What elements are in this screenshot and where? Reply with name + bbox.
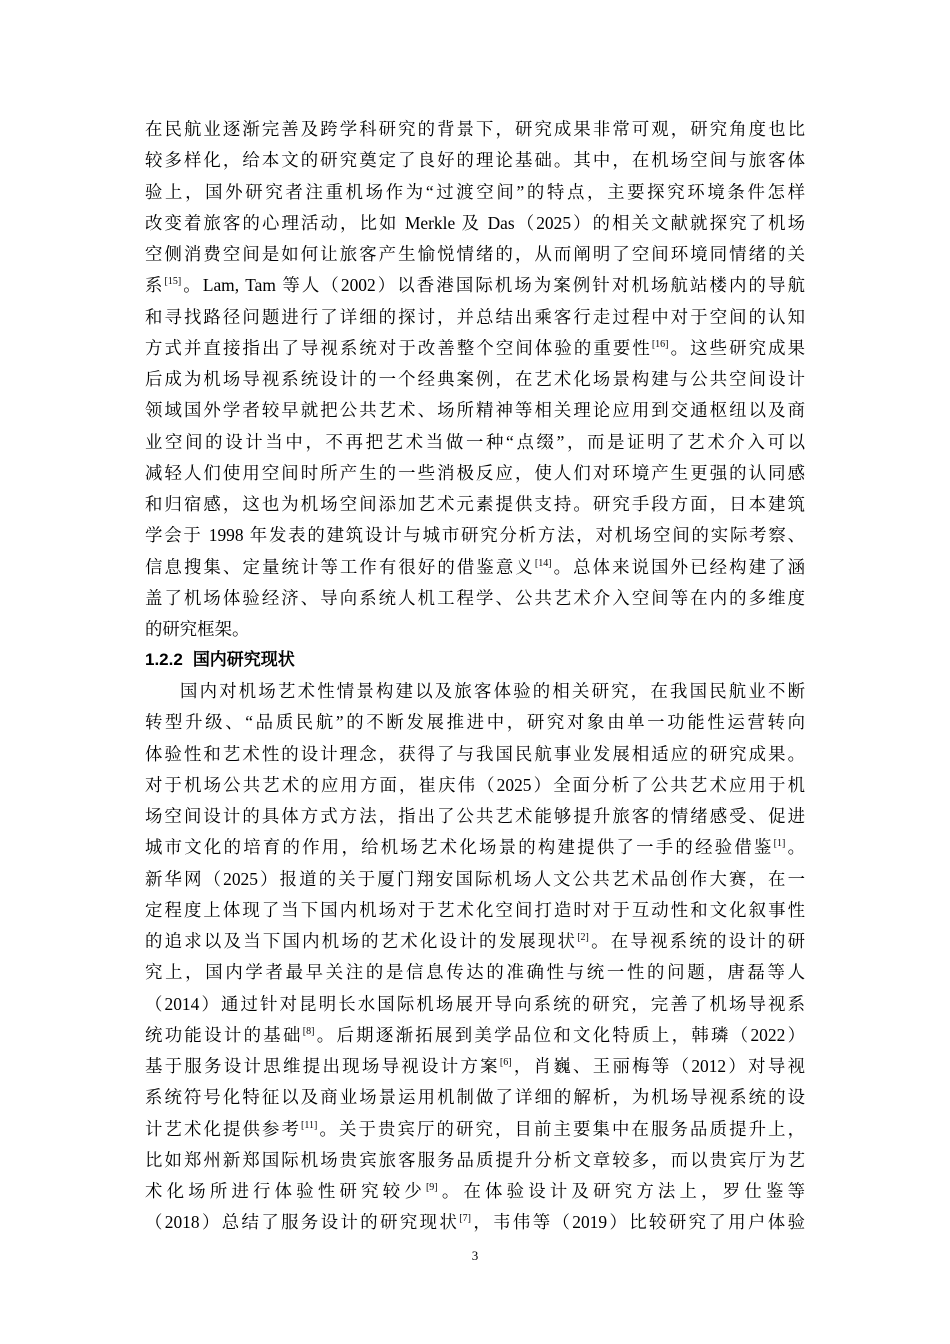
line-text: 和归宿感，这也为机场空间添加艺术元素提供支持。研究手段方面，日本建筑 bbox=[145, 494, 805, 514]
citation-marker: [7] bbox=[459, 1213, 471, 1225]
text-line bbox=[145, 555, 805, 579]
line-text: 学会于 1998 年发表的建筑设计与城市研究分析方法，对机场空间的实际考察、 bbox=[145, 525, 805, 546]
text-line bbox=[145, 929, 805, 953]
text-line bbox=[145, 960, 805, 984]
text-line bbox=[145, 367, 805, 391]
line-text-continued: 。在导视系统的设计的研 bbox=[588, 931, 805, 951]
line-text-continued: 。Lam, Tam 等人（2002）以香港国际机场为案例针对机场航站楼内的导航 bbox=[181, 275, 805, 296]
citation-marker: [14] bbox=[534, 557, 552, 569]
line-text: （2014）通过针对昆明长水国际机场展开导向系统的研究，完善了机场导视系 bbox=[145, 993, 805, 1014]
citation-marker: [1] bbox=[773, 838, 786, 850]
line-text: 在民航业逐渐完善及跨学科研究的背景下，研究成果非常可观，研究角度也比 bbox=[145, 119, 805, 139]
text-line bbox=[145, 305, 805, 329]
line-text: 盖了机场体验经济、导向系统人机工程学、公共艺术介入空间等在内的多维度 bbox=[145, 587, 805, 608]
line-text: 究上，国内学者最早关注的是信息传达的准确性与统一性的问题，唐磊等人 bbox=[145, 962, 805, 983]
line-text: 国内对机场艺术性情景构建以及旅客体验的相关研究，在我国民航业不断 bbox=[180, 681, 805, 701]
text-line bbox=[145, 148, 805, 172]
line-text: 信息搜集、定量统计等工作有很好的借鉴意义 bbox=[145, 556, 535, 577]
text-line bbox=[145, 773, 805, 797]
line-text-continued: ，肖巍、王丽梅等（2012）对导视 bbox=[511, 1056, 805, 1076]
text-line bbox=[145, 804, 805, 828]
line-text: 后成为机场导视系统设计的一个经典案例，在艺术化场景构建与公共空间设计 bbox=[145, 369, 805, 389]
line-text: 系统符号化特征以及商业场景运用机制做了详细的解析，为机场导视系统的设 bbox=[145, 1087, 805, 1108]
citation-marker: [9] bbox=[425, 1182, 438, 1193]
line-text: 的研究框架。 bbox=[145, 619, 250, 639]
section-title: 国内研究现状 bbox=[192, 650, 295, 670]
line-text: 较多样化，给本文的研究奠定了良好的理论基础。其中，在机场空间与旅客体 bbox=[145, 150, 805, 171]
page-number: 3 bbox=[471, 1248, 479, 1263]
text-line bbox=[180, 679, 805, 703]
line-text-continued: 。在体验设计及研究方法上，罗仕鉴等 bbox=[437, 1181, 805, 1201]
line-text: 新华网（2025）报道的关于厦门翔安国际机场人文公共艺术品创作大赛，在一 bbox=[145, 868, 805, 889]
text-line bbox=[145, 430, 805, 454]
line-text: 和寻找路径问题进行了详细的探讨，并总结出乘客行走过程中对于空间的认知 bbox=[145, 306, 805, 327]
text-line bbox=[145, 273, 805, 297]
line-text: 验上，国外研究者注重机场作为“过渡空间”的特点，主要探究环境条件怎样 bbox=[145, 181, 805, 202]
text-line bbox=[145, 992, 805, 1016]
line-text: 转型升级、“品质民航”的不断发展推进中，研究对象由单一功能性运营转向 bbox=[145, 712, 805, 733]
text-line bbox=[145, 617, 805, 641]
section-number: 1.2.2 bbox=[145, 650, 183, 669]
text-line bbox=[145, 1117, 805, 1141]
citation-marker: [2] bbox=[577, 932, 589, 943]
line-text: 比如郑州新郑国际机场贵宾旅客服务品质提升分析文章较多，而以贵宾厅为艺 bbox=[145, 1149, 805, 1170]
citation-marker: [11] bbox=[301, 1119, 318, 1131]
text-line bbox=[145, 1210, 805, 1234]
text-line bbox=[145, 1148, 805, 1172]
citation-marker: [6] bbox=[499, 1057, 512, 1068]
line-text-continued: 。关于贵宾厅的研究，目前主要集中在服务品质提升上， bbox=[317, 1118, 805, 1139]
line-text: 城市文化的培育的作用，给机场艺术化场景的构建提供了一手的经验借鉴 bbox=[145, 837, 774, 858]
text-line bbox=[145, 710, 805, 734]
citation-marker: [8] bbox=[302, 1025, 315, 1037]
line-text: 体验性和艺术性的设计理念，获得了与我国民航事业发展相适应的研究成果。 bbox=[145, 743, 805, 764]
line-text: （2018）总结了服务设计的研究现状 bbox=[145, 1212, 460, 1233]
text-line bbox=[145, 1085, 805, 1109]
text-line bbox=[145, 398, 805, 422]
line-text: 计艺术化提供参考 bbox=[145, 1118, 302, 1139]
text-line bbox=[145, 180, 805, 204]
line-text: 业空间的设计当中，不再把艺术当做一种“点缀”，而是证明了艺术介入可以 bbox=[145, 431, 805, 452]
text-line bbox=[145, 523, 805, 547]
line-text-continued: 。总体来说国外已经构建了涵 bbox=[551, 556, 805, 577]
text-line bbox=[145, 211, 805, 235]
line-text: 领域国外学者较早就把公共艺术、场所精神等相关理论应用到交通枢纽以及商 bbox=[145, 400, 805, 421]
line-text: 对于机场公共艺术的应用方面，崔庆伟（2025）全面分析了公共艺术应用于机 bbox=[145, 774, 805, 795]
line-text: 改变着旅客的心理活动，比如 Merkle 及 Das（2025）的相关文献就探究了机场 bbox=[145, 212, 805, 233]
line-text: 定程度上体现了当下国内机场对于艺术化空间打造时对于互动性和文化叙事性 bbox=[145, 899, 805, 920]
citation-marker: [16] bbox=[651, 338, 669, 350]
text-line bbox=[145, 336, 805, 360]
line-text: 术化场所进行体验性研究较少 bbox=[145, 1181, 426, 1201]
text-line bbox=[145, 1054, 805, 1078]
line-text-continued: 。 bbox=[785, 837, 805, 858]
line-text: 空侧消费空间是如何让旅客产生愉悦情绪的，从而阐明了空间环境同情绪的关 bbox=[145, 244, 805, 264]
text-line bbox=[145, 461, 805, 485]
text-line bbox=[145, 1023, 805, 1047]
text-line bbox=[145, 835, 805, 859]
line-text-continued: 。后期逐渐拓展到美学品位和文化特质上，韩璘（2022） bbox=[314, 1024, 805, 1045]
text-line bbox=[145, 742, 805, 766]
line-text-continued: 。这些研究成果 bbox=[668, 337, 805, 358]
line-text: 场空间设计的具体方式方法，指出了公共艺术能够提升旅客的情绪感受、促进 bbox=[145, 806, 805, 826]
line-text: 的追求以及当下国内机场的艺术化设计的发展现状 bbox=[145, 931, 578, 951]
text-line bbox=[145, 492, 805, 516]
line-text: 方式并直接指出了导视系统对于改善整个空间体验的重要性 bbox=[145, 337, 652, 358]
text-line bbox=[145, 242, 805, 266]
line-text: 减轻人们使用空间时所产生的一些消极反应，使人们对环境产生更强的认同感 bbox=[145, 462, 805, 483]
line-text: 统功能设计的基础 bbox=[145, 1024, 303, 1045]
text-line bbox=[145, 586, 805, 610]
text-line bbox=[145, 117, 805, 141]
text-line bbox=[145, 867, 805, 891]
citation-marker: [15] bbox=[164, 276, 182, 288]
text-line bbox=[145, 1179, 805, 1203]
line-text-continued: ，韦伟等（2019）比较研究了用户体验 bbox=[470, 1212, 805, 1233]
section-heading bbox=[145, 648, 295, 672]
line-text: 基于服务设计思维提出现场导视设计方案 bbox=[145, 1056, 500, 1076]
line-text: 系 bbox=[145, 275, 165, 296]
text-line bbox=[145, 898, 805, 922]
